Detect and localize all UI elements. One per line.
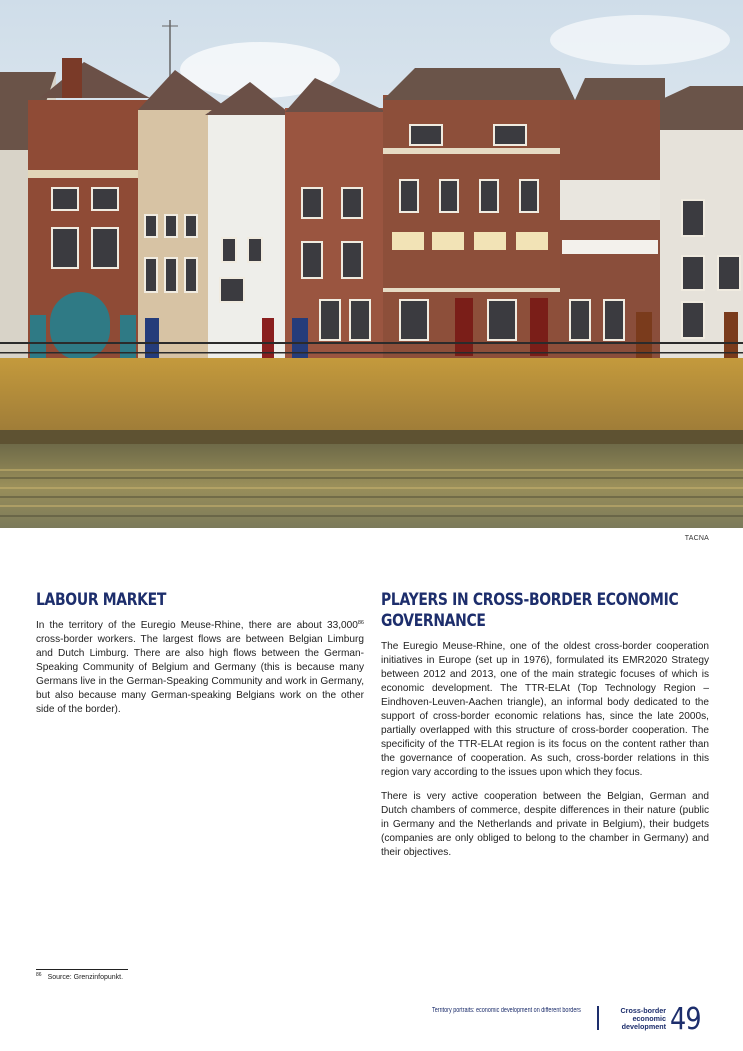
section-label-line-1: Cross-border xyxy=(620,1006,666,1015)
footnote-text: Source: Grenzinfopunkt. xyxy=(47,974,124,981)
footnote xyxy=(36,974,123,981)
players-paragraph-2: There is very active cooperation between the Belgian, German and Dutch chambers of commerce, despite differences in their nature (public in Germany and the Netherlands and private in Belgium), their budgets (companies are only obliged to belong to the chamber in Germany) and their objectives. xyxy=(381,791,709,858)
section-label xyxy=(606,1007,666,1031)
players-section xyxy=(381,590,709,870)
section-label-line-2: economic xyxy=(632,1014,666,1023)
labour-market-heading: LABOUR MARKET xyxy=(36,590,167,610)
labour-market-text-start: In the territory of the Euregio Meuse-Rhine, there are about 33,000 xyxy=(36,620,358,631)
labour-market-text-end: cross-border workers. The largest flows are between Belgian Limburg and Dutch Limburg. There are also high flows between the German-Speaking Community of Belgium and Germany (this is because many Germans live in the German-Speaking Community and work in Germany, but also because many German-speaking Belgians work on the other side of the border). xyxy=(36,634,364,715)
players-heading: PLAYERS IN CROSS-BORDER ECONOMIC GOVERNANCE xyxy=(381,590,679,631)
page-number: 49 xyxy=(670,1002,701,1037)
footer-divider xyxy=(597,1006,599,1030)
section-label-line-3: development xyxy=(621,1022,666,1031)
footnote-reference[interactable]: 86 xyxy=(357,620,364,626)
footnote-number: 86 xyxy=(36,972,42,978)
labour-market-section xyxy=(36,590,364,727)
labour-market-paragraph xyxy=(36,619,364,717)
footnote-divider xyxy=(36,969,128,970)
running-title: Territory portraits: economic development on different borders xyxy=(432,1007,581,1014)
players-paragraph-1: The Euregio Meuse-Rhine, one of the oldest cross-border cooperation initiatives in Europe (set up in 1976), formulated its EMR2020 Strategy between 2012 and 2013, one of the main strategic focuses of which is economic development. The TTR-ELAt (Top Technology Region – Eindhoven-Leuven-Aachen triangle), an informal body dedicated to the support of cross-border economic relations has, since the late 2000s, partially overlapped with this structure of cross-border cooperation. The specificity of the TTR-ELAt region is its focus on the content rather than the governance of cooperation. As such, cross-border relations in this region vary according to the issues upon which they focus. xyxy=(381,641,709,778)
photo-credit: TACNA xyxy=(684,535,709,542)
